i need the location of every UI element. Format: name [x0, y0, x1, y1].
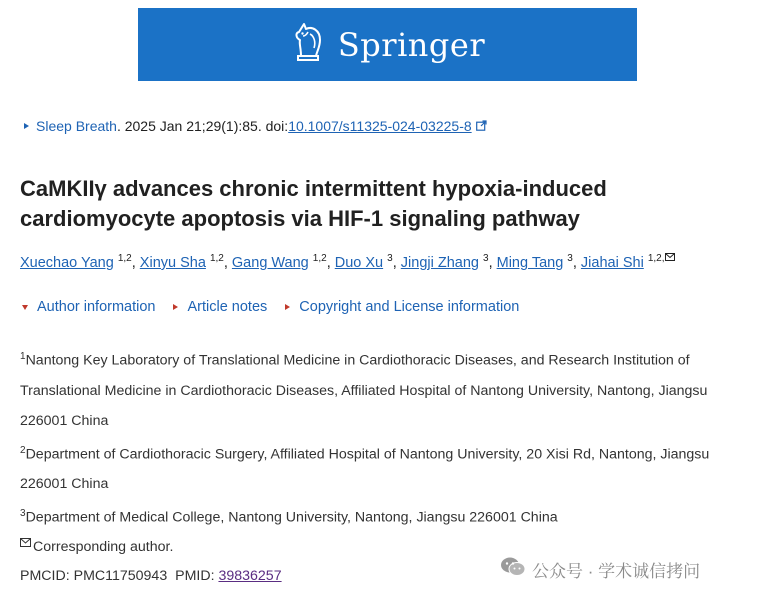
pmid-label: PMID: — [175, 568, 219, 584]
author-link[interactable]: Ming Tang — [496, 255, 564, 271]
pmid-link[interactable]: 39836257 — [218, 568, 282, 584]
citation-details: . 2025 Jan 21;29(1):85. doi: — [116, 118, 289, 134]
author-affiliation-sup: 1,2 — [209, 253, 224, 265]
author-list: Xuechao Yang $^{1,2}$, Xinyu Sha $^{1,2}$, Gang Wang $^{1,2}$, Duo Xu $^3$, Jingji Zhang $^3$, Ming Tang $^3$, Jiahai Shi $^{1,2,}$ — [20, 253, 675, 271]
author-link[interactable]: Xuechao Yang — [20, 255, 114, 271]
affiliation-number: 1 — [20, 351, 26, 362]
affiliation-item — [20, 342, 755, 436]
author-affiliation-sup: 3 — [483, 253, 489, 265]
triangle-right-icon — [173, 304, 178, 310]
affiliation-text: Nantong Key Laboratory of Translational Medicine in Cardiothoracic Diseases, and Research Institution of Translational Medicine in Cardiothoracic Diseases, Affiliated Hospital of Nantong University, Nantong, Jiangsu 226001 China — [20, 352, 708, 429]
brand-name: Springer — [337, 25, 486, 64]
corresponding-author-note — [20, 538, 173, 556]
author-affiliation-sup: 1,2, — [647, 253, 665, 265]
envelope-icon — [20, 538, 33, 556]
citation-line — [24, 118, 487, 134]
pmcid-label: PMCID: — [20, 568, 74, 584]
triangle-right-icon — [24, 123, 29, 129]
author-link[interactable]: Xinyu Sha — [139, 255, 206, 271]
author-information-toggle[interactable] — [22, 299, 155, 315]
affiliation-item — [20, 499, 755, 533]
copyright-license-toggle[interactable] — [285, 299, 519, 315]
triangle-right-icon — [285, 304, 290, 310]
author-link[interactable]: Jiahai Shi — [580, 255, 644, 271]
watermark-text: 公众号 · 学术诚信拷问 — [532, 562, 701, 581]
expander-label[interactable]: Copyright and License information — [299, 299, 520, 315]
affiliation-text: Department of Cardiothoracic Surgery, Affiliated Hospital of Nantong University, 20 Xisi Rd, Nantong, Jiangsu 226001 China — [20, 446, 710, 493]
springer-logo — [290, 20, 485, 69]
affiliations-list — [20, 342, 755, 533]
horse-icon — [290, 20, 328, 69]
article-identifiers — [20, 568, 282, 584]
triangle-down-icon — [22, 305, 28, 310]
author-link[interactable]: Gang Wang — [231, 255, 309, 271]
article-title: CaMKIIγ advances chronic intermittent hypoxia-induced cardiomyocyte apoptosis via HIF-1 signaling pathway — [20, 176, 607, 231]
affiliation-number: 3 — [20, 508, 26, 520]
wechat-watermark — [500, 556, 700, 583]
article-notes-toggle[interactable] — [173, 299, 267, 315]
external-link-icon[interactable] — [476, 118, 487, 134]
expander-label[interactable]: Author information — [37, 299, 156, 315]
author-affiliation-sup: 3 — [387, 253, 393, 265]
author-link[interactable]: Jingji Zhang — [400, 255, 479, 271]
author-affiliation-sup: 1,2 — [117, 253, 132, 265]
journal-link[interactable]: Sleep Breath — [36, 118, 117, 134]
author-link[interactable]: Duo Xu — [334, 255, 384, 271]
corresponding-author-text: Corresponding author. — [33, 539, 174, 555]
wechat-icon — [500, 556, 526, 583]
affiliation-number: 2 — [20, 444, 26, 456]
affiliation-text: Department of Medical College, Nantong University, Nantong, Jiangsu 226001 China — [25, 510, 558, 527]
author-affiliation-sup: 1,2 — [312, 253, 327, 265]
doi-link[interactable]: 10.1007/s11325-024-03225-8 — [288, 118, 472, 134]
publisher-banner[interactable] — [138, 8, 637, 81]
article-expanders — [22, 299, 537, 315]
affiliation-item — [20, 436, 755, 500]
pmcid-value: PMC11750943 — [73, 568, 168, 584]
author-affiliation-sup: 3 — [567, 253, 573, 265]
envelope-icon — [665, 255, 675, 271]
expander-label[interactable]: Article notes — [187, 299, 268, 315]
